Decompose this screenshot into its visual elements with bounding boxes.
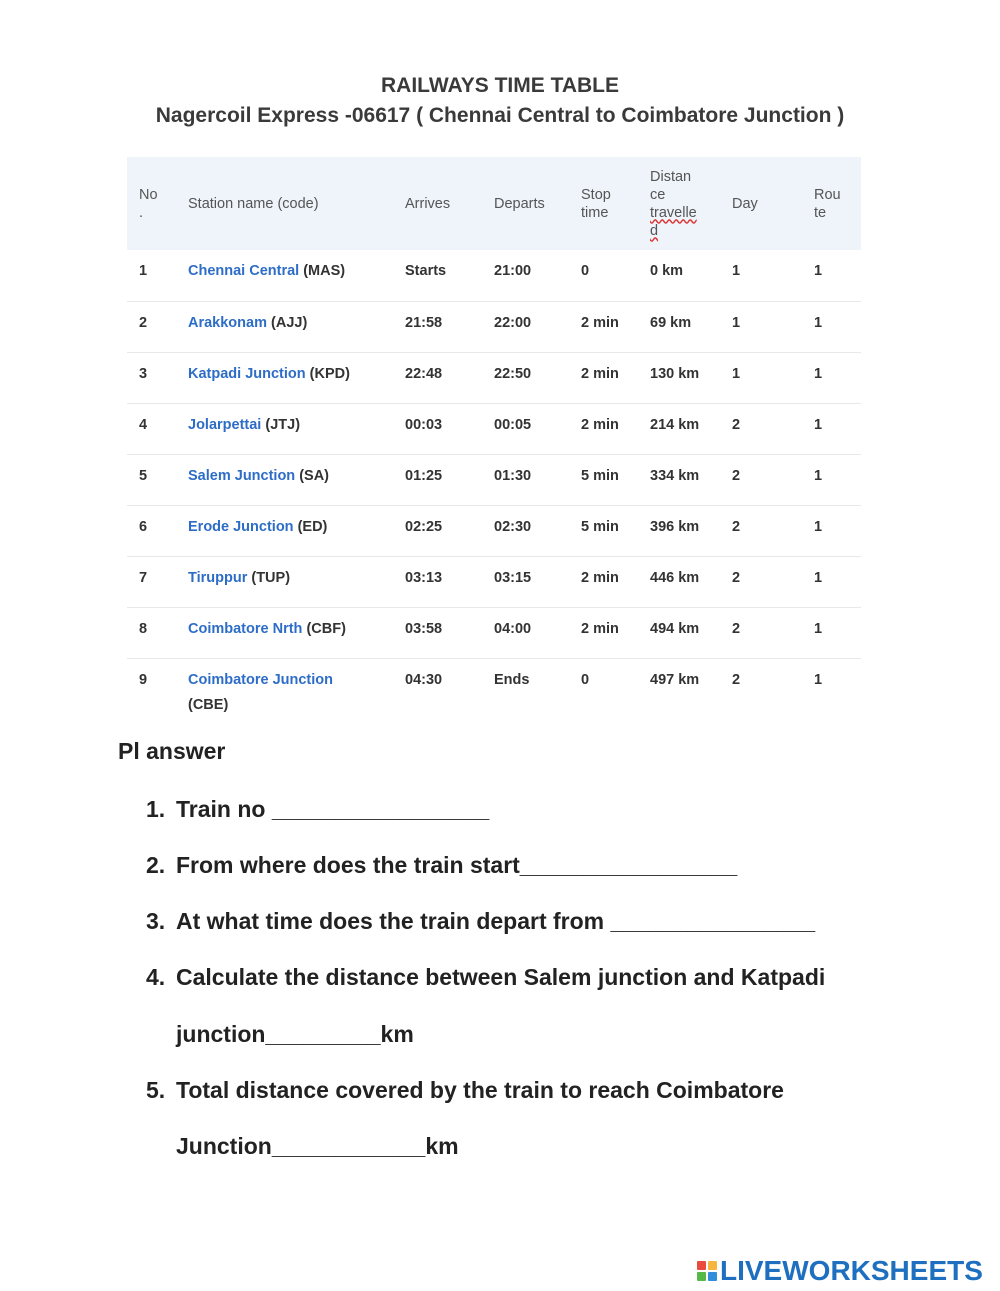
col-header-no: No . bbox=[139, 186, 158, 221]
logo-mark-square bbox=[697, 1261, 706, 1270]
table-row: 1 Chennai Central (MAS) Starts 21:00 0 0 km 1 1 bbox=[127, 250, 861, 301]
col-header-day: Day bbox=[732, 195, 758, 212]
logo-text: LIVEWORKSHEETS bbox=[720, 1255, 983, 1286]
col-header-departs: Departs bbox=[494, 195, 545, 212]
table-row: 7 Tiruppur (TUP) 03:13 03:15 2 min 446 km 2 1 bbox=[127, 556, 861, 607]
logo-mark-square bbox=[708, 1272, 717, 1281]
station-link[interactable]: Katpadi Junction bbox=[188, 365, 306, 382]
table-header-row bbox=[127, 157, 861, 250]
station-link[interactable]: Jolarpettai bbox=[188, 416, 262, 433]
station-link[interactable]: Erode Junction bbox=[188, 518, 294, 535]
table-row: 9 Coimbatore Junction (CBE) 04:30 Ends 0 497 km 2 1 bbox=[139, 671, 823, 713]
table-row: 2 Arakkonam (AJJ) 21:58 22:00 2 min 69 km 1 1 bbox=[127, 301, 861, 352]
table-row: 5 Salem Junction (SA) 01:25 01:30 5 min 334 km 2 1 bbox=[127, 454, 861, 505]
page-title: RAILWAYS TIME TABLE bbox=[380, 74, 619, 97]
questions-heading: Pl answer bbox=[118, 738, 226, 764]
liveworksheets-logo bbox=[697, 1255, 983, 1287]
table-body bbox=[127, 250, 861, 718]
station-link[interactable]: Arakkonam bbox=[188, 314, 267, 331]
col-header-distance: Distan ce travelle d bbox=[650, 168, 697, 239]
col-header-route: Rou te bbox=[814, 186, 841, 221]
station-link[interactable]: Coimbatore Junction bbox=[188, 671, 334, 688]
timetable bbox=[127, 157, 861, 718]
logo-mark-square bbox=[697, 1272, 706, 1281]
col-header-station: Station name (code) bbox=[188, 195, 319, 212]
col-header-stop-time: Stop time bbox=[581, 186, 611, 221]
logo-mark-icon bbox=[697, 1261, 717, 1281]
station-link[interactable]: Tiruppur bbox=[188, 569, 248, 586]
logo-mark-square bbox=[708, 1261, 717, 1270]
table-row: 8 Coimbatore Nrth (CBF) 03:58 04:00 2 min 494 km 2 1 bbox=[127, 607, 861, 658]
station-link[interactable]: Salem Junction bbox=[188, 467, 296, 484]
page-subtitle: Nagercoil Express -06617 ( Chennai Central to Coimbatore Junction ) bbox=[155, 104, 845, 127]
table-row: 4 Jolarpettai (JTJ) 00:03 00:05 2 min 214 km 2 1 bbox=[127, 403, 861, 454]
table-row: 6 Erode Junction (ED) 02:25 02:30 5 min 396 km 2 1 bbox=[127, 505, 861, 556]
col-header-arrives: Arrives bbox=[405, 195, 451, 212]
station-link[interactable]: Coimbatore Nrth bbox=[188, 620, 303, 637]
station-link[interactable]: Chennai Central bbox=[188, 263, 300, 279]
table-row: 3 Katpadi Junction (KPD) 22:48 22:50 2 min 130 km 1 1 bbox=[127, 352, 861, 403]
